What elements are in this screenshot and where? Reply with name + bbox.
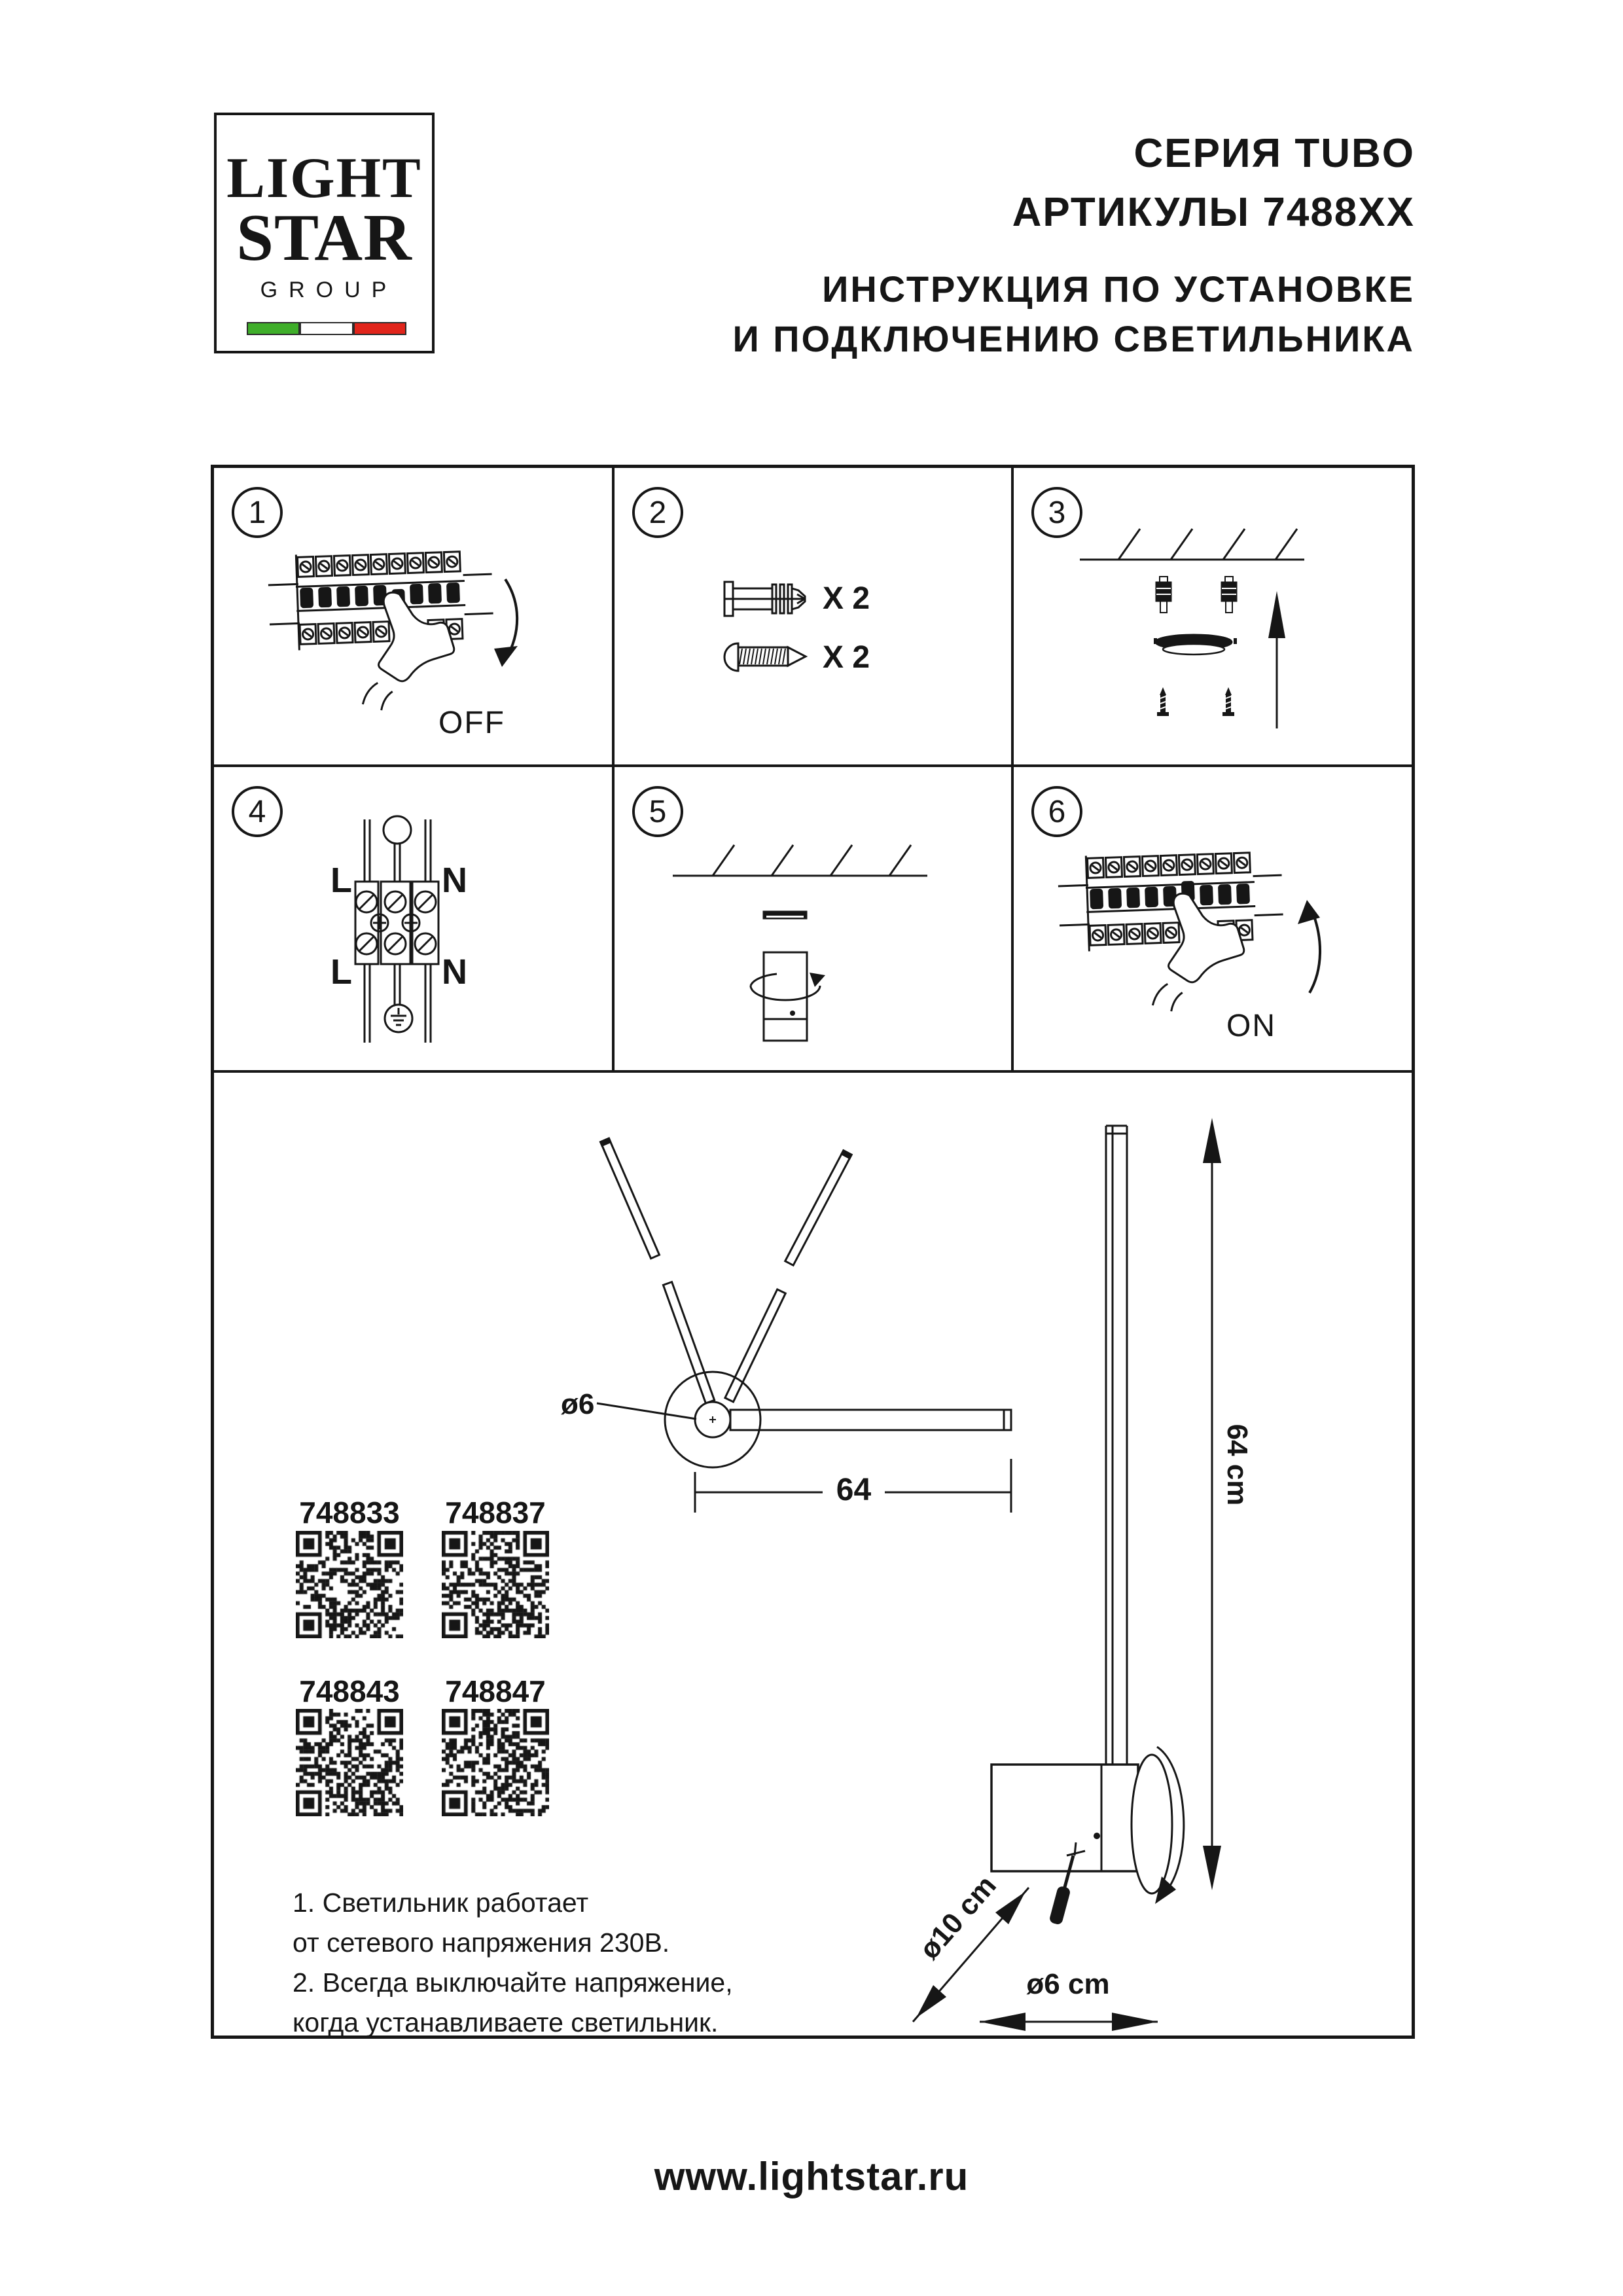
on-label: ON: [1226, 1009, 1276, 1043]
body-rotation-drawing: [615, 767, 1011, 1070]
screw-qty-label: X 2: [823, 640, 870, 675]
hub-diameter-label: ø6: [561, 1388, 595, 1420]
breaker-top-terminals: [1087, 853, 1250, 878]
note-line: когда устанавливаете светильник.: [293, 2007, 719, 2037]
article-number: 748837: [445, 1496, 546, 1530]
qr-code: [296, 1709, 403, 1816]
height-label: 64 cm: [1221, 1424, 1253, 1506]
breaker-off-drawing: [214, 468, 612, 764]
safety-notes: [293, 1883, 733, 2043]
arrow-up-icon: [1298, 900, 1320, 993]
tube-diameter-label: ø6 cm: [1026, 1968, 1110, 2000]
canopy-plate: [1154, 635, 1237, 655]
earth-symbol-icon: [385, 1005, 412, 1032]
mounting-plate: [764, 912, 806, 918]
instruction-title-line1: ИНСТРУКЦИЯ ПО УСТАНОВКЕ: [822, 268, 1415, 310]
qr-code: [442, 1709, 549, 1816]
article-number: 748843: [299, 1674, 400, 1708]
breaker-on-drawing: [1014, 767, 1412, 1070]
dia-leader-line: [597, 1403, 696, 1419]
logo-word-star: STAR: [236, 201, 412, 275]
wire-loop: [383, 816, 411, 844]
qr-code: [442, 1531, 549, 1638]
dimensions-panel: [214, 1073, 1412, 2036]
lamp-front-view: [991, 1126, 1184, 1926]
line-label-bottom: L: [330, 952, 352, 992]
flag-green: [247, 322, 300, 335]
breaker-top-terminals: [297, 552, 460, 577]
header-titles: [732, 124, 1415, 364]
rotation-arrow-icon: [751, 973, 825, 1000]
step-4-number: 4: [232, 786, 283, 837]
off-label: OFF: [438, 706, 505, 740]
step-3-number: 3: [1031, 487, 1082, 538]
wall-plug-icon: [1222, 577, 1236, 613]
website-url: www.lightstar.ru: [654, 2155, 969, 2198]
horizontal-arm: [730, 1410, 1011, 1430]
step-3-panel: [1014, 468, 1412, 764]
logo-word-light: LIGHT: [226, 147, 422, 210]
fixings-drawing: [615, 468, 1011, 764]
step-5-number: 5: [632, 786, 683, 837]
series-title: СЕРИЯ TUBO: [1133, 131, 1415, 176]
instruction-grid: [211, 465, 1415, 2039]
line-label-top: L: [330, 861, 352, 900]
logo-word-group: GROUP: [260, 278, 398, 302]
lightstar-logo: [214, 113, 435, 353]
wall-base-cylinder: [991, 1765, 1138, 1871]
arm-length-label: 64: [836, 1473, 872, 1507]
note-line: от сетевого напряжения 230В.: [293, 1928, 670, 1958]
article-number: 748847: [445, 1674, 546, 1708]
neutral-label-top: N: [442, 861, 467, 900]
wall-mounting-drawing: [1014, 468, 1412, 764]
instruction-title-line2: И ПОДКЛЮЧЕНИЮ СВЕТИЛЬНИКА: [732, 318, 1415, 359]
screw-icon: [724, 643, 806, 671]
step-6-number: 6: [1031, 786, 1082, 837]
arrow-up-icon: [1268, 591, 1285, 728]
ceiling-surface: [1080, 529, 1304, 560]
wall-plug-icon: [724, 582, 805, 616]
step-4-panel: [214, 767, 612, 1070]
base-diameter-label: ø10 cm: [913, 1869, 1003, 1965]
step-6-panel: [1014, 767, 1412, 1070]
italian-flag-icon: [247, 322, 406, 335]
step-2-panel: [615, 468, 1011, 764]
screwdriver-icon: [1048, 1842, 1085, 1926]
articles-title: АРТИКУЛЫ 7488ХХ: [1012, 190, 1415, 235]
neutral-label-bottom: N: [442, 952, 467, 992]
screw-icon: [1222, 687, 1234, 716]
ceiling-surface: [673, 845, 927, 876]
lamp-top-view: [597, 1138, 1011, 1513]
flag-white: [300, 322, 353, 335]
qr-code: [296, 1531, 403, 1638]
tube-diameter-arrow: [980, 2013, 1158, 2031]
wall-plug-icon: [1156, 577, 1171, 613]
note-line: 2. Всегда выключайте напряжение,: [293, 1967, 733, 1998]
step-1-panel: [214, 468, 612, 764]
screw-icon: [1157, 687, 1169, 716]
step-5-panel: [615, 767, 1011, 1070]
flag-red: [353, 322, 406, 335]
terminal-strip: [355, 882, 438, 964]
terminal-block-drawing: [214, 767, 612, 1070]
step-1-number: 1: [232, 487, 283, 538]
article-number: 748833: [299, 1496, 400, 1530]
dowel-qty-label: X 2: [823, 581, 870, 616]
lamp-base-cylinder: [764, 952, 807, 1041]
arrow-down-icon: [494, 579, 518, 667]
step-2-number: 2: [632, 487, 683, 538]
height-dimension-arrow: [1203, 1118, 1221, 1890]
note-line: 1. Светильник работает: [293, 1888, 589, 1918]
